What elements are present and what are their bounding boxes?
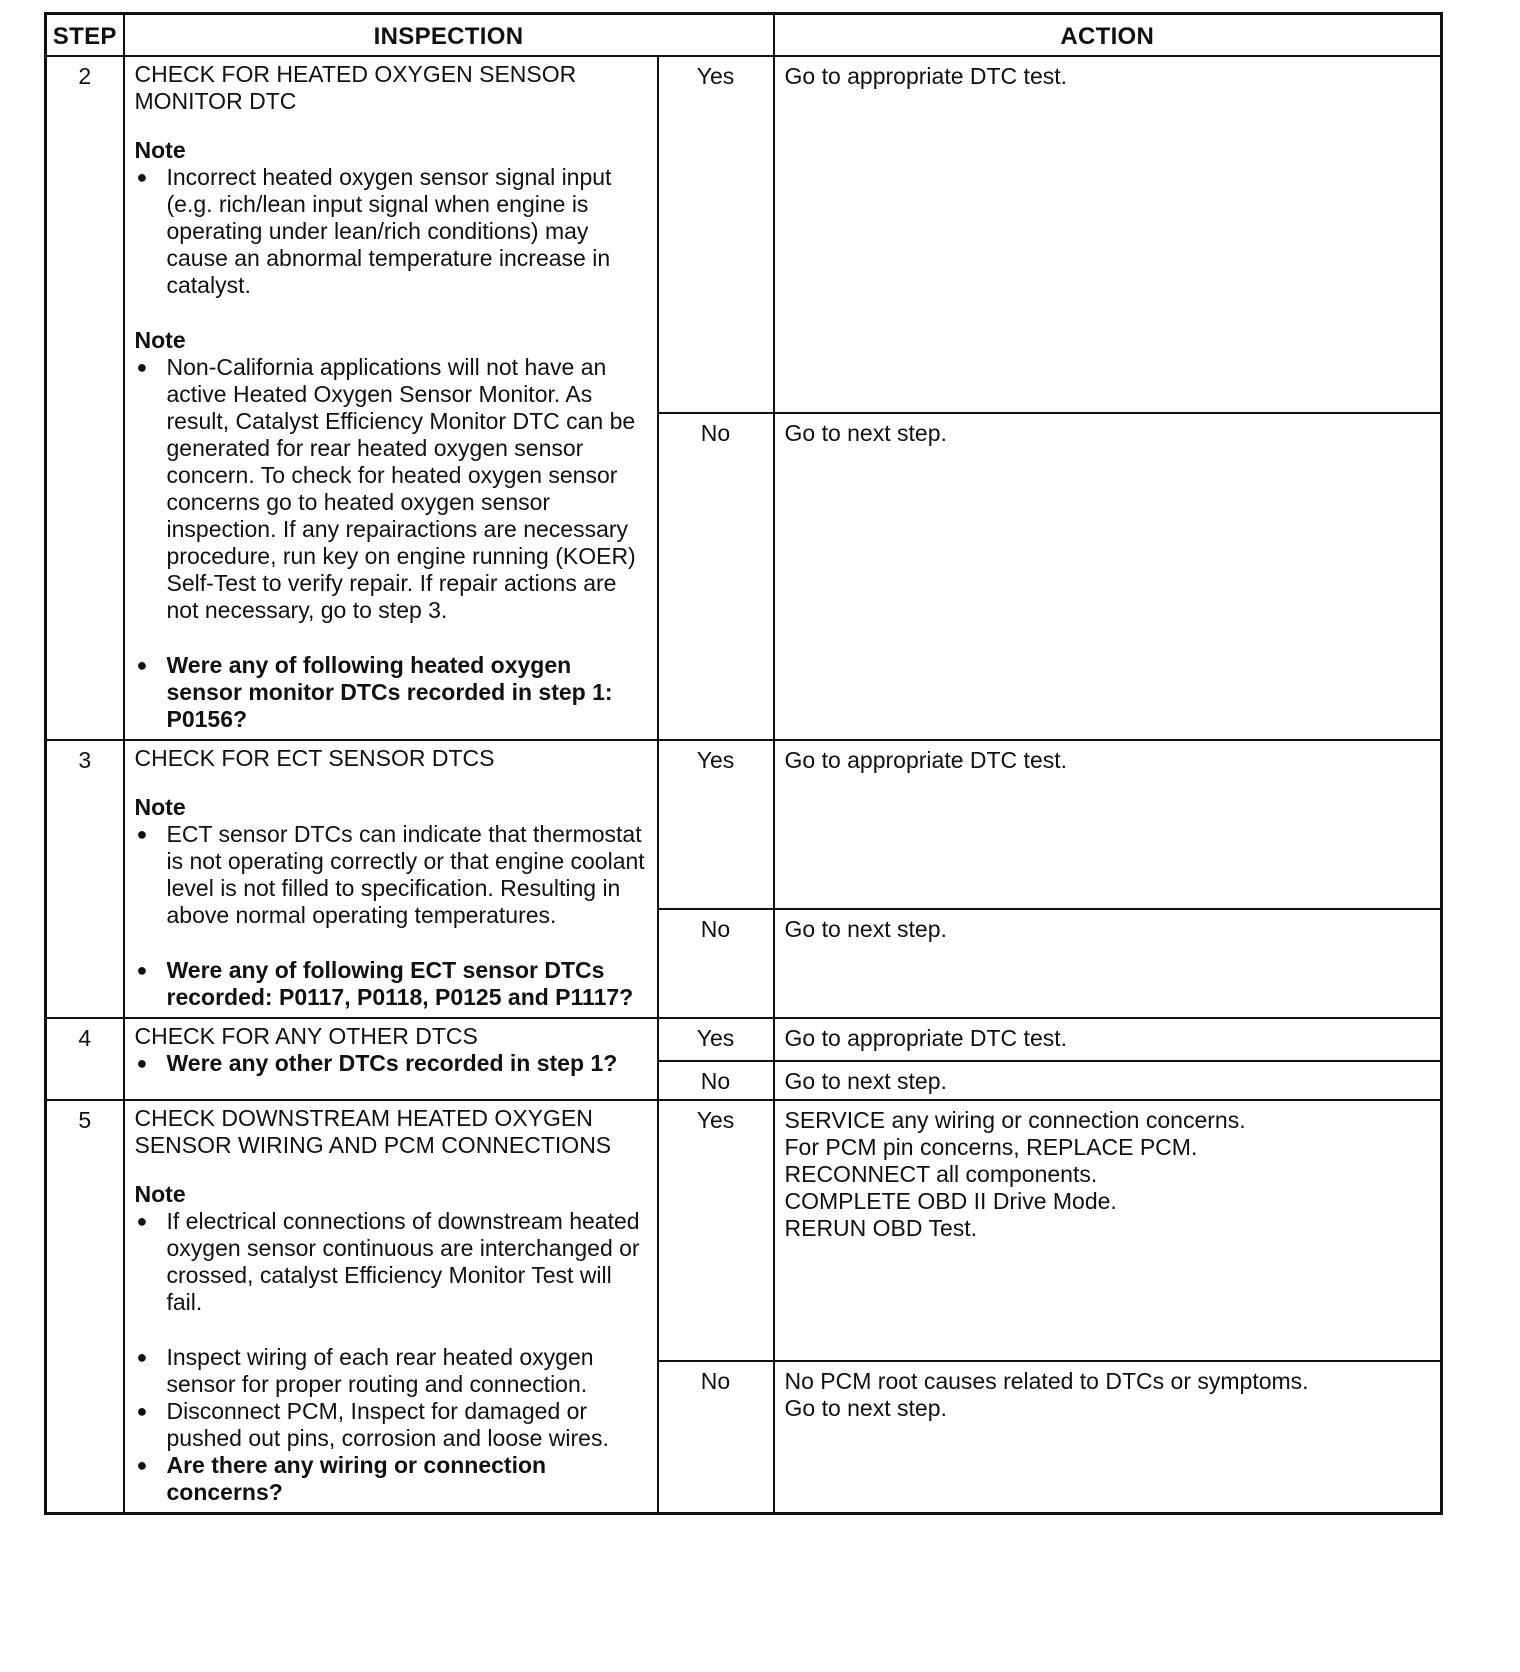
step-number: 5	[46, 1100, 124, 1514]
inspection-title: CHECK FOR ECT SENSOR DTCS	[134, 745, 495, 771]
no-label: No	[658, 909, 774, 1018]
inspection-cell	[124, 1100, 658, 1514]
question-bullet: ● Were any of following ECT sensor DTCs recorded: P0117, P0118, P0125 and P1117?	[135, 957, 649, 1011]
note-bullet: ● Incorrect heated oxygen sensor signal input (e.g. rich/lean input signal when engine is operating under lean/rich conditions) may cause an abnormal temperature increase in catalyst.	[135, 164, 649, 299]
action-line: RERUN OBD Test.	[784, 1215, 978, 1241]
no-label: No	[658, 1361, 774, 1514]
action-line: For PCM pin concerns, REPLACE PCM.	[784, 1134, 1198, 1160]
question-bullet: ● Were any other DTCs recorded in step 1?	[135, 1050, 649, 1077]
inspection-title: CHECK FOR HEATED OXYGEN SENSOR MONITOR DTC	[134, 61, 577, 114]
table-row-step-5-yes	[46, 1100, 1442, 1361]
action-line: No PCM root causes related to DTCs or symptoms.	[784, 1368, 1309, 1394]
yes-label: Yes	[658, 1100, 774, 1361]
diagnostic-table	[44, 12, 1443, 1515]
header-inspection: INSPECTION	[124, 14, 774, 57]
action-line: COMPLETE OBD II Drive Mode.	[784, 1188, 1117, 1214]
inspection-cell	[124, 740, 658, 1018]
action-line: RECONNECT all components.	[784, 1161, 1098, 1187]
table-row-step-2-yes	[46, 56, 1442, 413]
no-action	[774, 1361, 1442, 1514]
header-action: ACTION	[774, 14, 1442, 57]
no-action: Go to next step.	[774, 909, 1442, 1018]
step-number: 2	[46, 56, 124, 740]
note-bullet: ● If electrical connections of downstream heated oxygen sensor continuous are interchanged or crossed, catalyst Efficiency Monitor Test will fail.	[135, 1208, 649, 1316]
yes-label: Yes	[658, 56, 774, 413]
action-line: Go to next step.	[784, 1395, 947, 1421]
inspect-bullet: ● Inspect wiring of each rear heated oxygen sensor for proper routing and connection.	[135, 1344, 649, 1398]
yes-label: Yes	[658, 740, 774, 909]
note-label: Note	[134, 137, 186, 163]
note-label: Note	[134, 327, 186, 353]
inspection-title: CHECK FOR ANY OTHER DTCS	[134, 1023, 478, 1049]
no-action: Go to next step.	[774, 413, 1442, 740]
table-row-step-3-yes	[46, 740, 1442, 909]
note-bullet: ● Non-California applications will not have an active Heated Oxygen Sensor Monitor. As result, Catalyst Efficiency Monitor DTC can be generated for rear heated oxygen sensor concern. To check for heated oxygen sensor concerns go to heated oxygen sensor inspection. If any repairactions are necessary procedure, run key on engine running (KOER) Self-Test to verify repair. If repair actions are not necessary, go to step 3.	[135, 354, 649, 624]
note-bullet: ● ECT sensor DTCs can indicate that thermostat is not operating correctly or that engine coolant level is not filled to specification. Resulting in above normal operating temperatures.	[135, 821, 649, 929]
inspect-bullet: ● Disconnect PCM, Inspect for damaged or pushed out pins, corrosion and loose wires.	[135, 1398, 649, 1452]
question-bullet: ● Were any of following heated oxygen sensor monitor DTCs recorded in step 1: P0156?	[135, 652, 649, 733]
table-header-row	[46, 14, 1442, 57]
diagnostic-table-sheet	[44, 12, 1440, 1515]
yes-action: Go to appropriate DTC test.	[774, 1018, 1442, 1061]
yes-label: Yes	[658, 1018, 774, 1061]
no-label: No	[658, 1061, 774, 1100]
yes-action: Go to appropriate DTC test.	[774, 56, 1442, 413]
no-label: No	[658, 413, 774, 740]
yes-action	[774, 1100, 1442, 1361]
note-label: Note	[134, 1181, 186, 1207]
header-step: STEP	[46, 14, 124, 57]
no-action: Go to next step.	[774, 1061, 1442, 1100]
question-bullet: ● Are there any wiring or connection concerns?	[135, 1452, 649, 1506]
yes-action: Go to appropriate DTC test.	[774, 740, 1442, 909]
table-row-step-4-yes	[46, 1018, 1442, 1061]
note-label: Note	[134, 794, 186, 820]
step-number: 3	[46, 740, 124, 1018]
inspection-cell	[124, 56, 658, 740]
action-line: SERVICE any wiring or connection concerns.	[784, 1107, 1246, 1133]
step-number: 4	[46, 1018, 124, 1100]
inspection-cell	[124, 1018, 658, 1100]
inspection-title: CHECK DOWNSTREAM HEATED OXYGEN SENSOR WIRING AND PCM CONNECTIONS	[134, 1105, 612, 1158]
